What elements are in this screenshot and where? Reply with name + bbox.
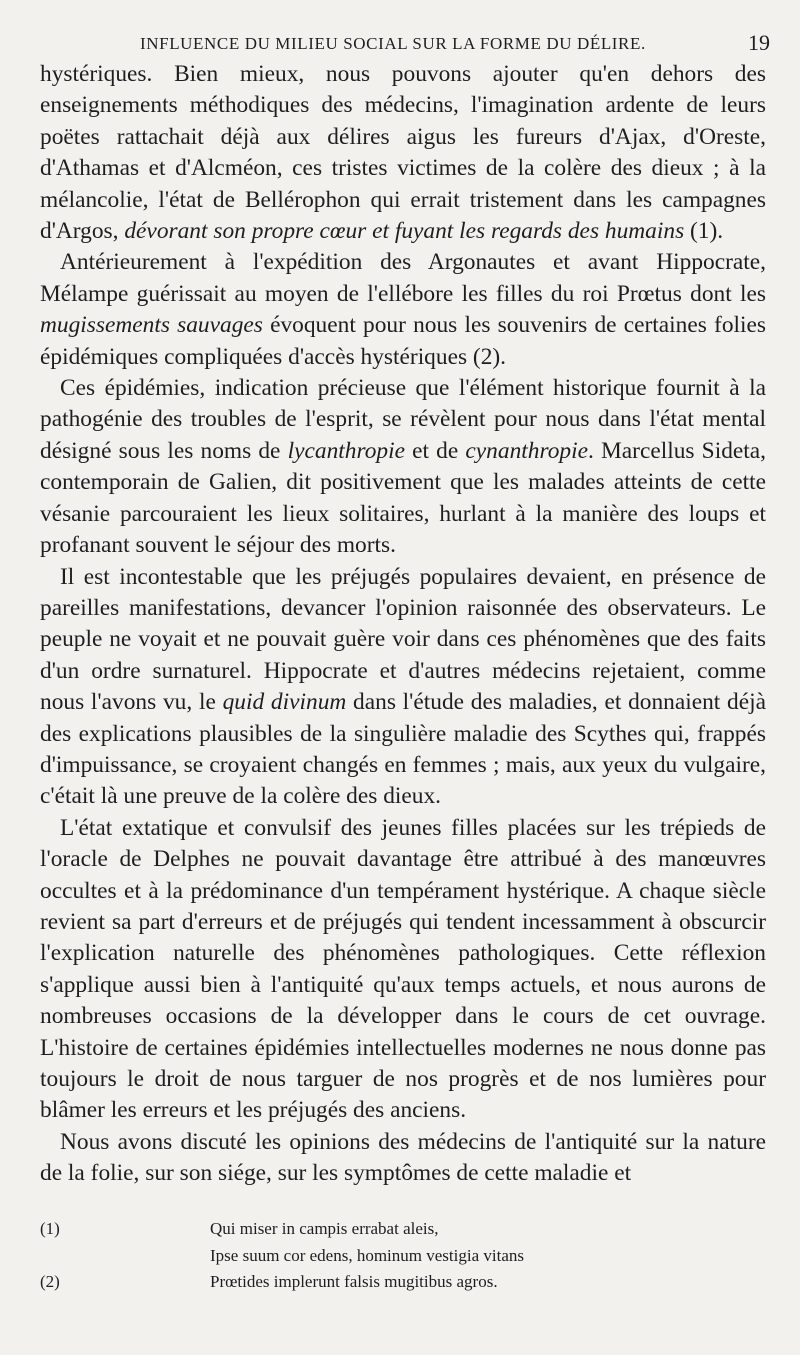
text-run: hystériques. Bien mieux, nous pouvons ajouter qu'en dehors des enseignements méthodiques des médecins, l'imagination ardente de leurs poëtes rattachait déjà aux délires aigus les fureurs d'Ajax, d'Oreste, d'Athamas et d'Alcméon, ces tristes victimes de la colère des dieux ; à la mélancolie, l'état de Bellérophon qui errait tristement dans les campagnes d'Argos, — [40, 61, 766, 245]
running-head — [40, 30, 770, 58]
paragraph — [40, 813, 766, 1127]
footnote-verse: Prœtides implerunt falsis mugitibus agros. — [210, 1272, 498, 1291]
running-title: INFLUENCE DU MILIEU SOCIAL SUR LA FORME DU DÉLIRE. — [140, 34, 646, 53]
paragraph — [40, 373, 766, 561]
text-run: et de — [404, 437, 466, 464]
italic-run: lycanthropie — [287, 437, 405, 464]
text-run: évoquent pour nous les souvenirs de certaines folies épidémiques compliquées d'accès hystériques (2). — [40, 312, 766, 370]
text-run: . Marcellus Sideta, contemporain de Galien, dit positivement que les malades atteints de cette vésanie parcouraient les lieux solitaires, hurlant à la manière des loups et profanant souvent le séjour des morts. — [40, 437, 766, 559]
paragraph — [40, 59, 766, 247]
paragraph — [40, 247, 766, 373]
body-text — [40, 59, 766, 1190]
text-run: dans l'étude des maladies, et donnaient déjà des explications plausibles de la singulière maladie des Scythes qui, frappés d'impuissance, se croyaient changés en femmes ; mais, aux yeux du vulgaire, c'était là une preuve de la colère des dieux. — [40, 689, 767, 810]
italic-run: quid divinum — [222, 689, 347, 716]
footnote-1-continuation — [40, 1243, 766, 1270]
footnote-verse: Ipse suum cor edens, hominum vestigia vitans — [210, 1245, 524, 1265]
footnote-marker: (2) — [40, 1272, 60, 1291]
italic-run: cynanthropie — [465, 437, 588, 464]
text-run: Nous avons discuté les opinions des médecins de l'antiquité sur la nature de la folie, sur son siége, sur les symptômes de cette maladie et — [40, 1128, 766, 1187]
footnote-verse: Qui miser in campis errabat aleis, — [210, 1219, 439, 1238]
text-run: (1). — [684, 218, 724, 245]
text-run: Antérieurement à l'expédition des Argonautes et avant Hippocrate, Mélampe guérissait au moyen de l'ellébore les filles du roi Prœtus dont les — [40, 249, 766, 307]
text-run: Il est incontestable que les préjugés populaires devaient, en présence de pareilles manifestations, devancer l'opinion raisonnée des observateurs. Le peuple ne voyait et ne pouvait guère voir dans ces phénomènes que des faits d'un ordre surnaturel. Hippocrate et d'autres médecins rejetaient, comme nous l'avons vu, le — [40, 563, 766, 716]
text-run: L'état extatique et convulsif des jeunes filles placées sur les trépieds de l'oracle de Delphes ne pouvait davantage être attribué à des manœuvres occultes et à la prédominance d'un tempérament hystérique. A chaque siècle revient sa part d'erreurs et de préjugés qui tendent incessamment à obscurcir l'explication naturelle des phénomènes pathologiques. Cette réflexion s'applique aussi bien à l'antiquité qu'aux temps actuels, et nous aurons de nombreuses occasions de la développer dans le cours de cet ouvrage. L'histoire de certaines épidémies intellectuelles modernes ne nous donne pas toujours le droit de nous targuer de nos progrès et de nos lumières pour blâmer les erreurs et les préjugés des anciens. — [40, 814, 766, 1124]
footnote-2 — [40, 1269, 766, 1296]
text-run: Ces épidémies, indication précieuse que l'élément historique fournit à la pathogénie des troubles de l'esprit, se révèlent pour nous dans l'état mental désigné sous les noms de — [40, 375, 766, 464]
paragraph — [40, 1127, 766, 1190]
italic-run: dévorant son propre cœur et fuyant les regards des humains — [124, 218, 685, 245]
italic-run: mugissements sauvages — [40, 312, 263, 339]
footnote-marker: (1) — [40, 1219, 60, 1238]
page-number: 19 — [748, 30, 770, 55]
footnotes — [40, 1216, 766, 1296]
paragraph — [40, 562, 766, 813]
footnote-1 — [40, 1216, 766, 1243]
